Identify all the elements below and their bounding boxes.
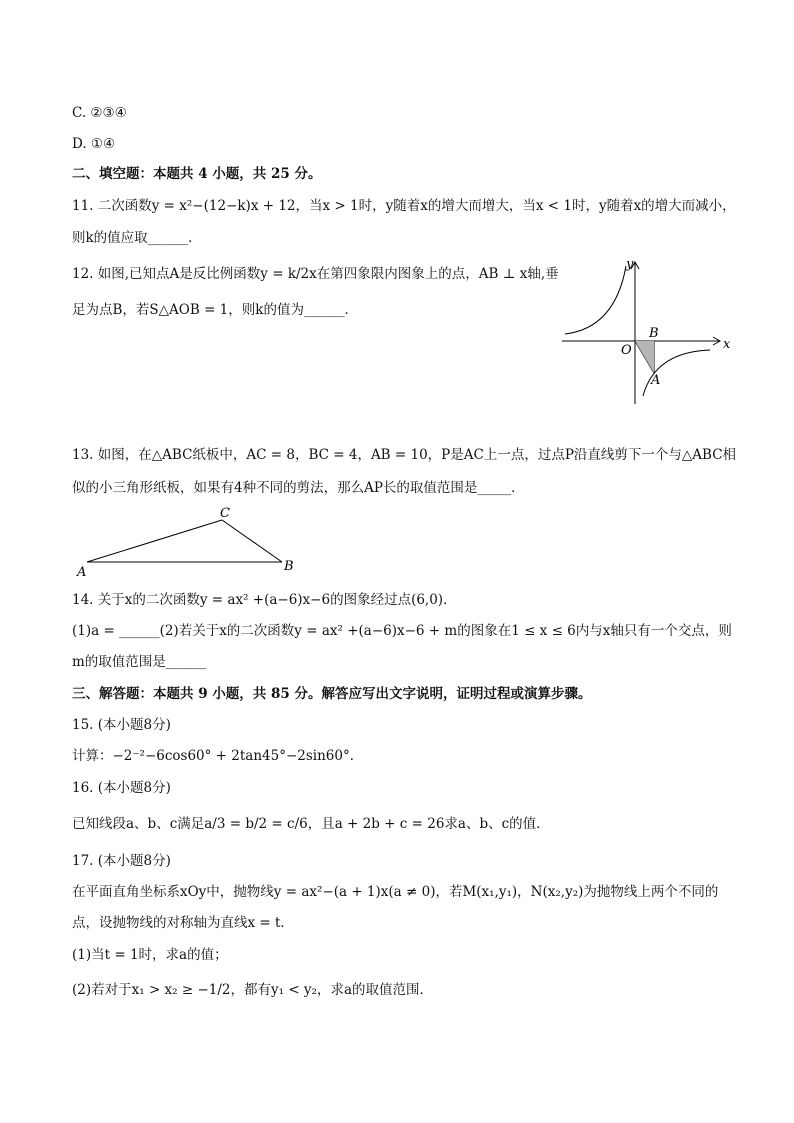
q13-figure bbox=[72, 502, 302, 582]
q14-line2: (1)a = ______(2)若关于x的二次函数y = ax² +(a−6)x−6 + m的图象在1 ≤ x ≤ 6内与x轴只有一个交点，则 bbox=[72, 623, 732, 639]
fig13-b-label: B bbox=[284, 559, 294, 574]
fig13-c-label: C bbox=[220, 506, 230, 521]
section-3-heading: 三、解答题：本题共 9 小题，共 85 分。解答应写出文字说明，证明过程或演算步骤。 bbox=[72, 686, 592, 702]
q14-line3: m的取值范围是______ bbox=[72, 654, 207, 670]
fig13-a-label: A bbox=[77, 565, 87, 580]
q13-line1: 13. 如图，在△ABC纸板中，AC = 8，BC = 4，AB = 10，P是AC上一点，过点P沿直线剪下一个与△ABC相 bbox=[72, 447, 737, 463]
fig12-y-label: y bbox=[626, 257, 634, 272]
fig12-o-label: O bbox=[621, 343, 632, 358]
q17-heading: 17. (本小题8分) bbox=[72, 853, 171, 869]
optC: C. ②③④ bbox=[72, 105, 127, 121]
q17-line2: 点，设抛物线的对称轴为直线x = t． bbox=[72, 915, 294, 931]
q17-line3: (1)当t = 1时，求a的值； bbox=[72, 947, 228, 963]
q15-heading: 15. (本小题8分) bbox=[72, 717, 171, 733]
q16-body: 已知线段a、b、c满足a/3 = b/2 = c/6，且a + 2b + c = 26求a、b、c的值． bbox=[72, 816, 550, 832]
q12-line2: 足为点B，若S△AOB = 1，则k的值为______． bbox=[72, 302, 358, 318]
q14-line1: 14. 关于x的二次函数y = ax² +(a−6)x−6的图象经过点(6,0)． bbox=[72, 592, 457, 608]
fig12-x-label: x bbox=[723, 337, 730, 352]
section-2-heading: 二、填空题：本题共 4 小题，共 25 分。 bbox=[72, 166, 322, 182]
q15-body: 计算：−2⁻²−6cos60° + 2tan45°−2sin60°． bbox=[72, 748, 364, 764]
q16-heading: 16. (本小题8分) bbox=[72, 780, 171, 796]
q11-line1: 11. 二次函数y = x²−(12−k)x + 12，当x > 1时，y随着x的增大而增大，当x < 1时，y随着x的增大而减小， bbox=[72, 198, 736, 214]
q12-line1: 12. 如图,已知点A是反比例函数y = k/2x在第四象限内图象上的点，AB ⊥ x轴,垂 bbox=[72, 266, 559, 282]
q11-line2: 则k的值应取______． bbox=[72, 230, 202, 246]
q13-line2: 似的小三角形纸板，如果有4种不同的剪法，那么AP长的取值范围是_____． bbox=[72, 480, 525, 496]
fig12-b-label: B bbox=[649, 326, 659, 341]
fig12-a-label: A bbox=[651, 373, 661, 388]
q17-line4: (2)若对于x₁ > x₂ ≥ −1/2，都有y₁ < y₂，求a的取值范围． bbox=[72, 982, 434, 998]
q17-line1: 在平面直角坐标系xOy中，抛物线y = ax²−(a + 1)x(a ≠ 0)，若M(x₁,y₁)，N(x₂,y₂)为抛物线上两个不同的 bbox=[72, 884, 719, 900]
optD: D. ①④ bbox=[72, 136, 116, 152]
q12-figure bbox=[560, 256, 730, 406]
